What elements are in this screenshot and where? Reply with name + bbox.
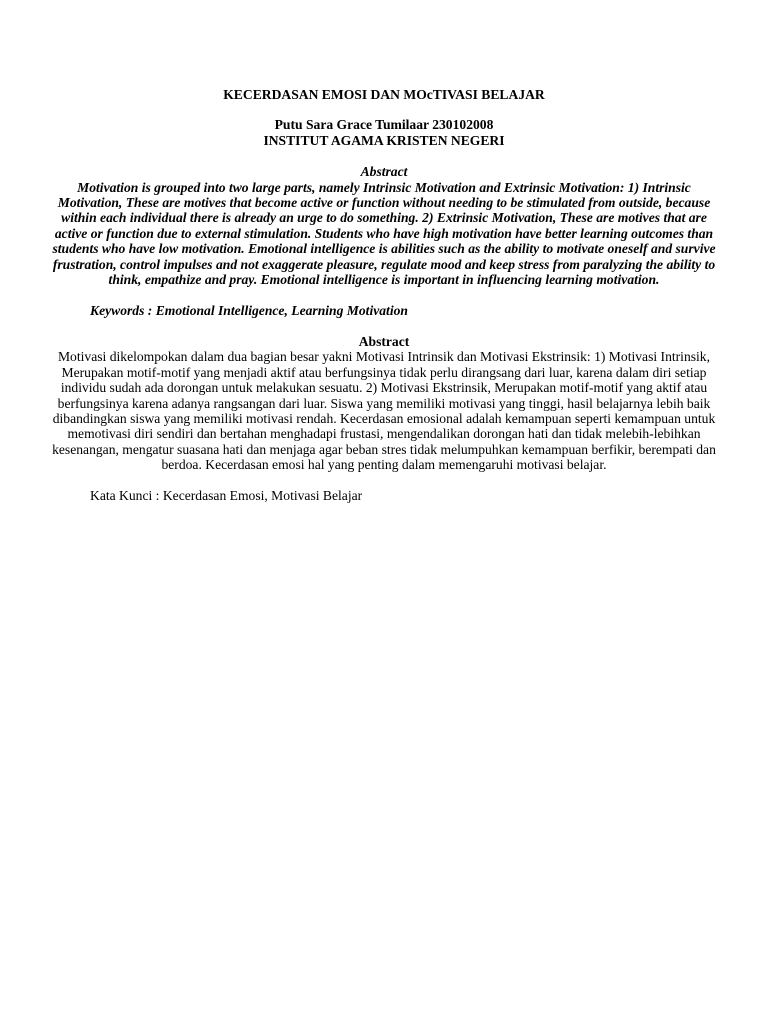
- abstract-english: Motivation is grouped into two large parts, namely Intrinsic Motivation and Extrinsic Motivation: 1) Intrinsic Motivation, These are motives that become active or function without needing to be stimulated from outside, because within each individual there is already an urge to do something. 2) Extrinsic Motivation, These are motives that are active or function due to external stimulation. Students who have high motivation have better learning outcomes than students who have low motivation. Emotional intelligence is abilities such as the ability to motivate oneself and survive frustration, control impulses and not exaggerate pleasure, regulate mood and keep stress from paralyzing the ability to think, empathize and pray. Emotional intelligence is important in influencing learning motivation.: [52, 179, 716, 288]
- keywords-english: Keywords : Emotional Intelligence, Learning Motivation: [90, 303, 408, 319]
- abstract-indonesian: Motivasi dikelompokan dalam dua bagian besar yakni Motivasi Intrinsik dan Motivasi Ekstrinsik: 1) Motivasi Intrinsik, Merupakan motif-motif yang menjadi aktif atau berfungsinya tidak perlu dirangsang dari luar, karena dalam diri setiap individu sudah ada dorongan untuk melakukan sesuatu. 2) Motivasi Ekstrinsik, Merupakan motif-motif yang aktif atau berfungsinya karena adanya rangsangan dari luar. Siswa yang memiliki motivasi yang tinggi, hasil belajarnya lebih baik dibandingkan siswa yang memiliki motivasi rendah. Kecerdasan emosional adalah kemampuan seperti kemampuan untuk memotivasi diri sendiri dan bertahan menghadapi frustasi, mengendalikan dorongan hati dan tidak melebih-lebihkan kesenangan, mengatur suasana hati dan menjaga agar beban stres tidak melumpuhkan kemampuan berfikir, berempati dan berdoa. Kecerdasan emosi hal yang penting dalam memengaruhi motivasi belajar.: [52, 349, 716, 473]
- abstract-heading-indonesian: Abstract: [358, 333, 410, 349]
- keywords-indonesian: Kata Kunci : Kecerdasan Emosi, Motivasi Belajar: [90, 487, 363, 503]
- abstract-heading-english: Abstract: [360, 164, 408, 180]
- author-block: [44, 117, 724, 148]
- paper-content: [44, 87, 724, 503]
- institution-name: INSTITUT AGAMA KRISTEN NEGERI: [263, 132, 505, 148]
- paper-title: KECERDASAN EMOSI DAN MOcTIVASI BELAJAR: [223, 87, 545, 102]
- author-name: Putu Sara Grace Tumilaar 230102008: [274, 117, 494, 133]
